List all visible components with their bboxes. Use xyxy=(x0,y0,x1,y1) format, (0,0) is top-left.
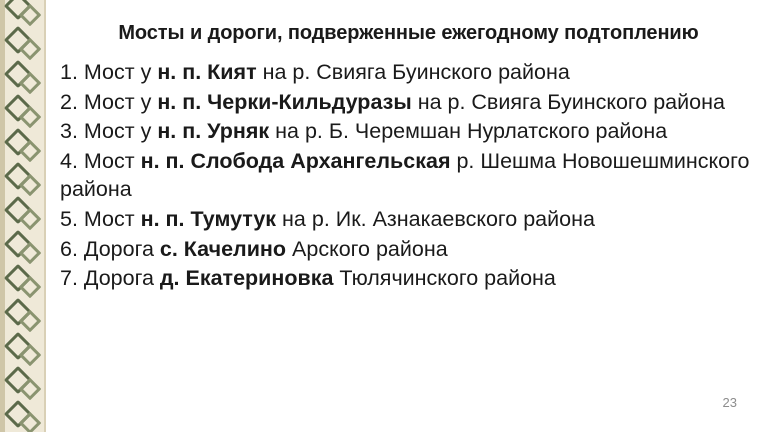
list-item-number: 7. xyxy=(60,266,84,291)
ornament-motif-icon xyxy=(0,296,44,330)
list-item-place: д. Екатериновка xyxy=(159,266,334,291)
list-item-place: н. п. Черки-Кильдуразы xyxy=(157,89,412,114)
ornament-motif-icon xyxy=(0,58,44,92)
list-item-suffix: р. Шешма Новошешминского района xyxy=(60,148,750,202)
list-item-place: н. п. Кият xyxy=(157,60,257,84)
list-item-number: 2. xyxy=(60,89,84,114)
slide-content xyxy=(54,0,759,432)
page-number: 23 xyxy=(722,395,737,410)
list-item xyxy=(60,58,759,87)
ornament-motif-icon xyxy=(0,160,44,194)
ornament-motif-icon xyxy=(0,228,44,262)
list-item xyxy=(60,264,759,293)
ornament-motif-icon xyxy=(0,126,44,160)
list-item-number: 1. xyxy=(60,60,84,84)
list-item-prefix: Дорога xyxy=(83,236,160,261)
list-item-place: н. п. Урняк xyxy=(157,119,270,144)
ornamental-left-border xyxy=(0,0,46,432)
list-item xyxy=(60,235,759,264)
list-item-number: 4. xyxy=(60,148,84,173)
ornament-motif-icon xyxy=(0,24,44,58)
list-item xyxy=(60,147,759,204)
list-item-suffix: на р. Свияга Буинского района xyxy=(256,60,570,84)
flood-locations-list xyxy=(60,58,759,294)
list-item-number: 6. xyxy=(60,236,84,261)
list-item-suffix: Тюлячинского района xyxy=(333,266,556,291)
ornament-motif-icon xyxy=(0,194,44,228)
list-item-number: 3. xyxy=(60,119,84,144)
list-item-suffix: на р. Ик. Азнакаевского района xyxy=(276,206,595,231)
list-item-suffix: Арского района xyxy=(286,236,448,261)
ornament-column xyxy=(0,0,44,432)
list-item-prefix: Дорога xyxy=(83,266,160,291)
ornament-motif-icon xyxy=(0,398,44,432)
ornament-motif-icon xyxy=(0,262,44,296)
list-item-prefix: Мост xyxy=(83,148,141,173)
list-item-suffix: на р. Б. Черемшан Нурлатского района xyxy=(269,119,668,144)
list-item-place: с. Качелино xyxy=(159,236,287,261)
list-item-prefix: Мост у xyxy=(83,60,158,84)
list-item-number: 5. xyxy=(60,206,84,231)
list-item-place: н. п. Тумутук xyxy=(140,206,277,231)
list-item xyxy=(60,205,759,234)
list-item xyxy=(60,88,759,117)
page-title: Мосты и дороги, подверженные ежегодному подтоплению xyxy=(118,22,699,44)
list-item-prefix: Мост у xyxy=(83,89,158,114)
list-item-place: н. п. Слобода Архангельская xyxy=(140,148,451,173)
list-item-prefix: Мост xyxy=(83,206,141,231)
ornament-motif-icon xyxy=(0,0,44,24)
ornament-motif-icon xyxy=(0,330,44,364)
list-item-suffix: на р. Свияга Буинского района xyxy=(411,89,725,114)
list-item xyxy=(60,117,759,146)
ornament-motif-icon xyxy=(0,364,44,398)
list-item-prefix: Мост у xyxy=(83,119,158,144)
ornament-motif-icon xyxy=(0,92,44,126)
